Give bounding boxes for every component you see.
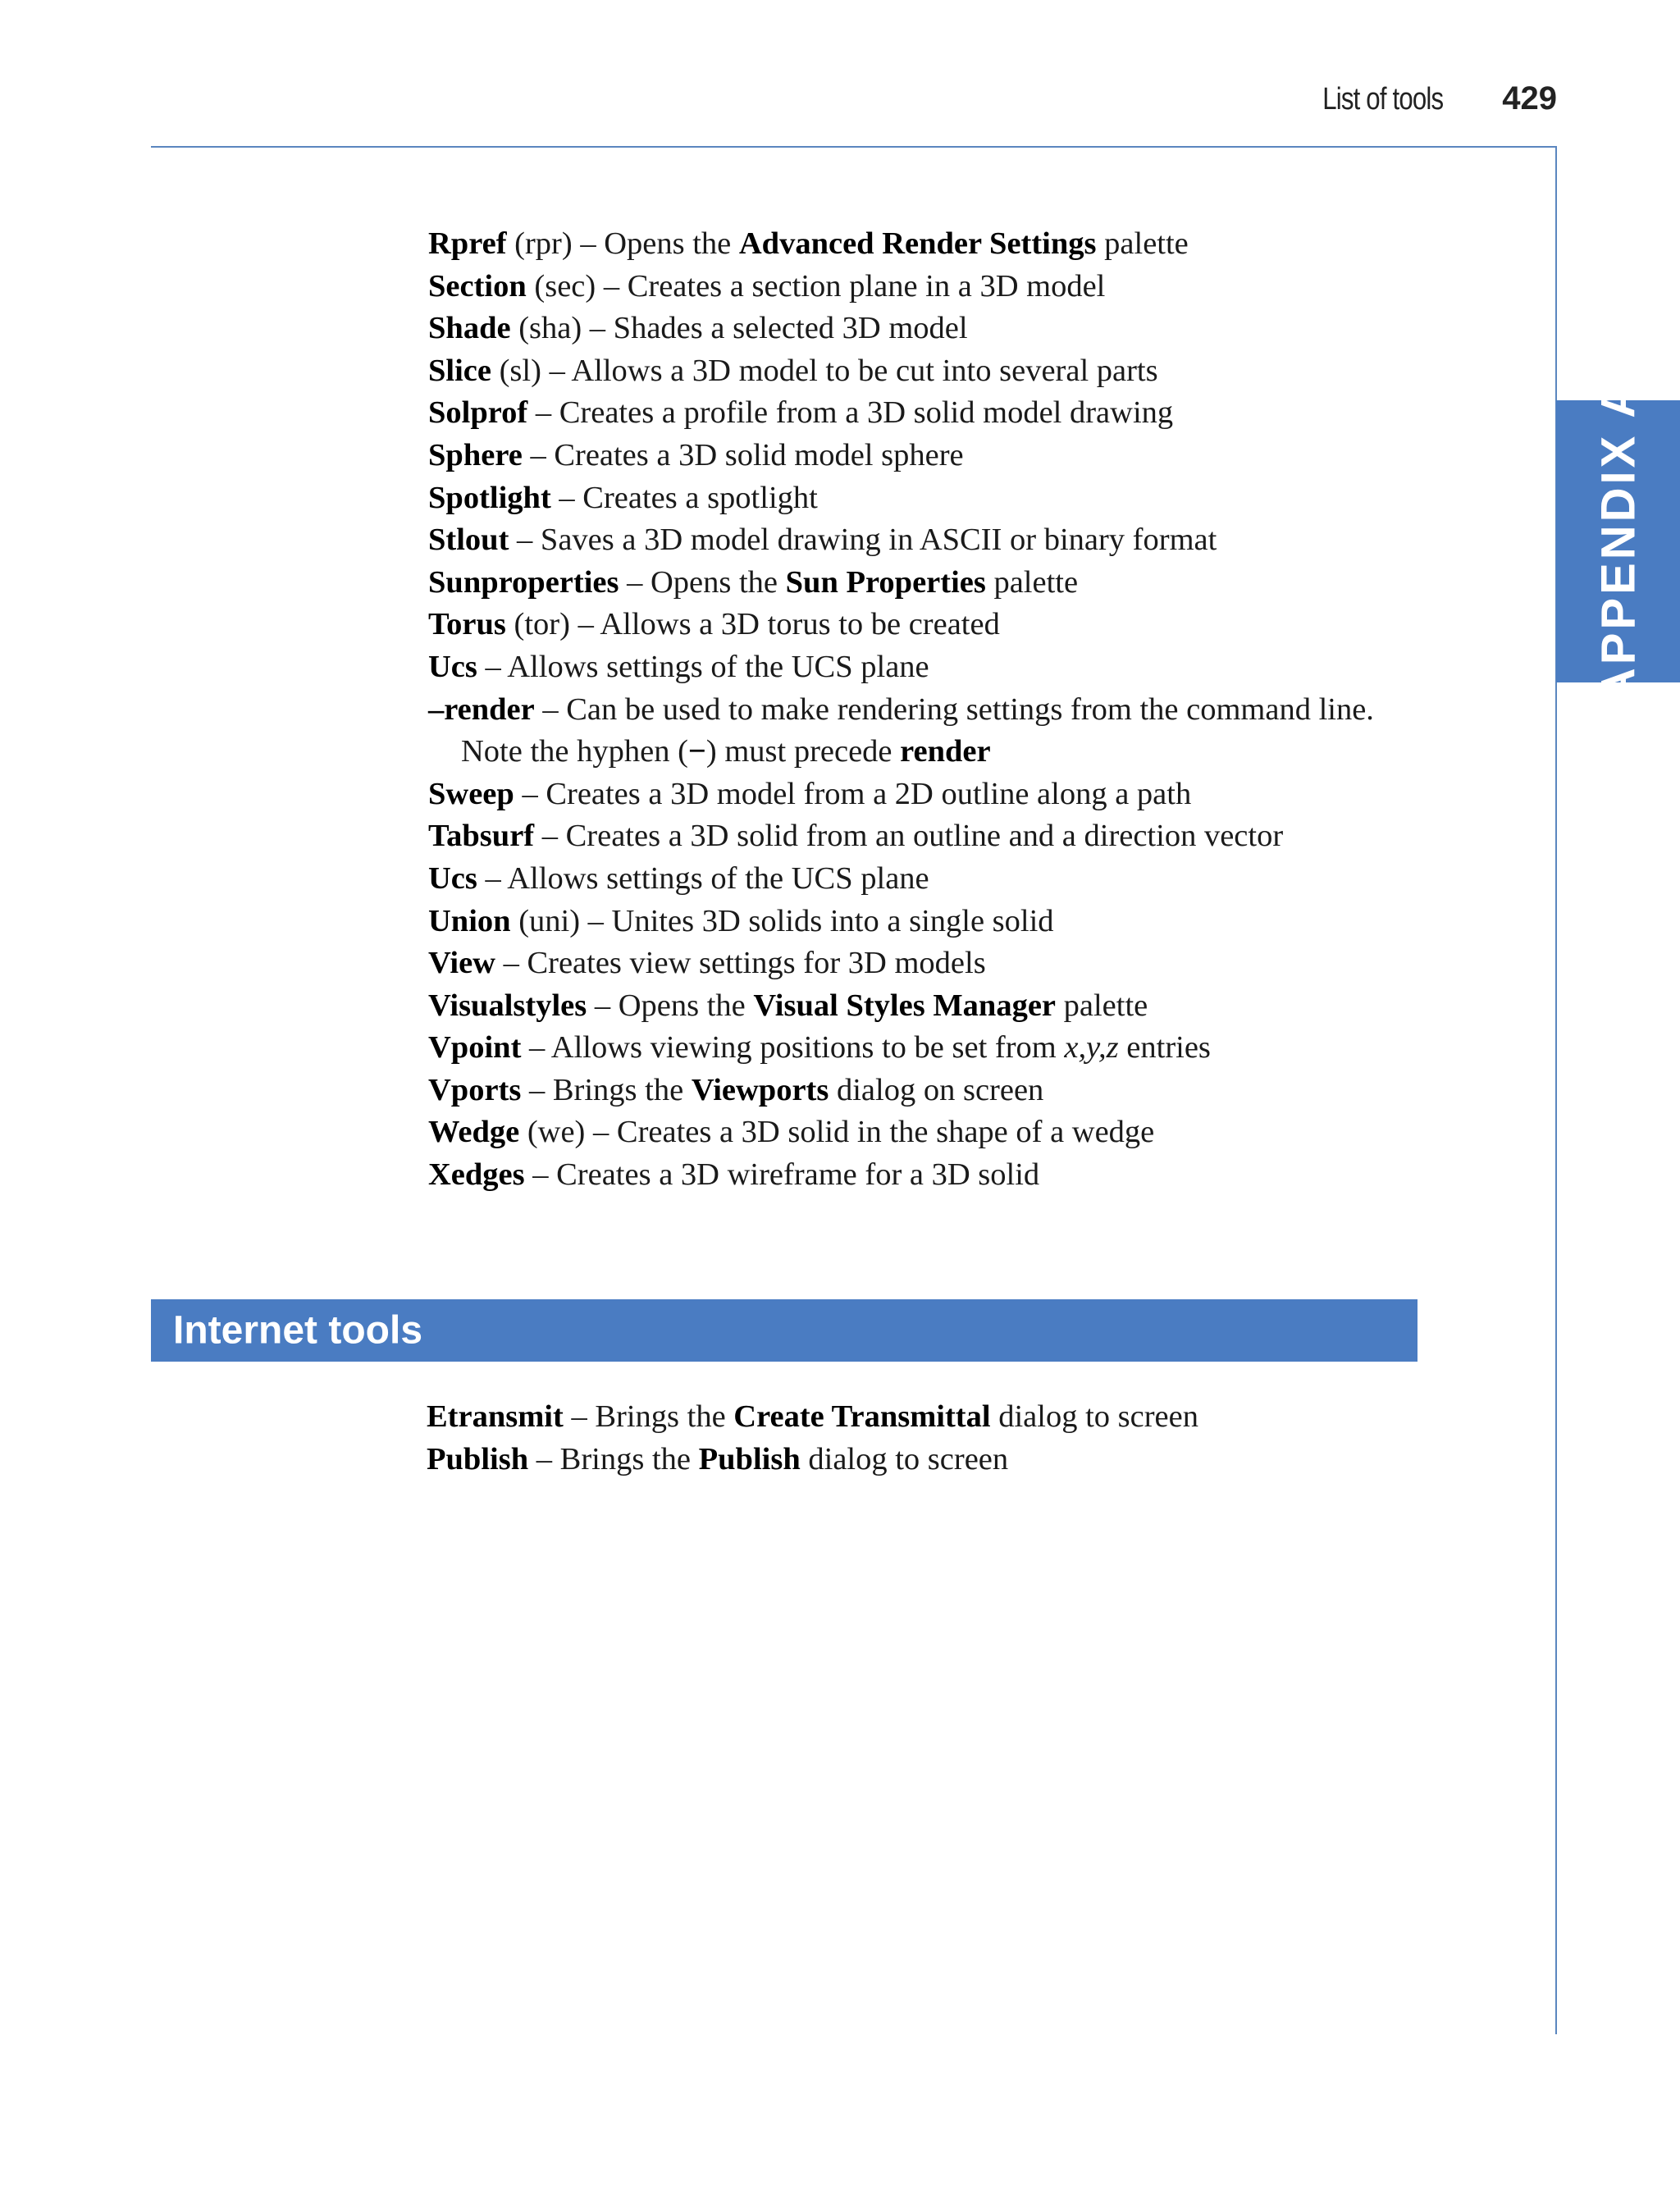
list-item: Sunproperties – Opens the Sun Properties palette: [428, 564, 1079, 600]
list-item: –render – Can be used to make rendering settings from the command line.: [428, 691, 1374, 727]
list-item: Spotlight – Creates a spotlight: [428, 480, 818, 515]
list-item: Rpref (rpr) – Opens the Advanced Render Settings palette: [428, 226, 1189, 261]
list-item: Vpoint – Allows viewing positions to be set from x,y,z entries: [428, 1030, 1211, 1066]
list-item: Slice (sl) – Allows a 3D model to be cut into several parts: [428, 353, 1158, 388]
list-item: Sphere – Creates a 3D solid model sphere: [428, 437, 964, 472]
list-item: Tabsurf – Creates a 3D solid from an outline and a direction vector: [428, 819, 1284, 854]
list-item: Stlout – Saves a 3D model drawing in ASCII or binary format: [428, 523, 1217, 558]
appendix-tab: [1556, 380, 1680, 703]
appendix-label: APPENDIX A: [1591, 380, 1645, 703]
list-item: View – Creates view settings for 3D models: [428, 946, 986, 981]
list-item: Vports – Brings the Viewports dialog on screen: [428, 1072, 1044, 1107]
section-title: Internet tools: [173, 1308, 423, 1353]
list-item: Sweep – Creates a 3D model from a 2D outline along a path: [428, 776, 1192, 811]
running-head: [1296, 80, 1557, 130]
list-item: Union (uni) – Unites 3D solids into a single solid: [428, 903, 1054, 938]
internet-tool-list: [427, 1396, 1198, 1481]
list-item: Section (sec) – Creates a section plane in a 3D model: [428, 268, 1106, 303]
section-heading-bar: [151, 1299, 1418, 1362]
list-item: Wedge (we) – Creates a 3D solid in the shape of a wedge: [428, 1115, 1155, 1150]
list-item: Ucs – Allows settings of the UCS plane: [428, 649, 929, 684]
header-rule: [151, 146, 1557, 148]
list-item: Etransmit – Brings the Create Transmittal dialog to screen: [427, 1399, 1198, 1434]
list-item: Xedges – Creates a 3D wireframe for a 3D solid: [428, 1157, 1040, 1193]
list-item: Ucs – Allows settings of the UCS plane: [428, 860, 929, 896]
list-item: Torus (tor) – Allows a 3D torus to be created: [428, 607, 1000, 642]
list-item: Solprof – Creates a profile from a 3D solid model drawing: [428, 395, 1174, 431]
list-item: Shade (sha) – Shades a selected 3D model: [428, 311, 968, 346]
list-item: Visualstyles – Opens the Visual Styles Manager palette: [428, 988, 1148, 1023]
running-title: List of tools: [1322, 82, 1444, 116]
list-item: Publish – Brings the Publish dialog to screen: [427, 1441, 1009, 1476]
list-item-note: Note the hyphen (−) must precede render: [461, 734, 991, 769]
page-number: 429: [1502, 80, 1557, 116]
tool-list: [428, 223, 1495, 1197]
